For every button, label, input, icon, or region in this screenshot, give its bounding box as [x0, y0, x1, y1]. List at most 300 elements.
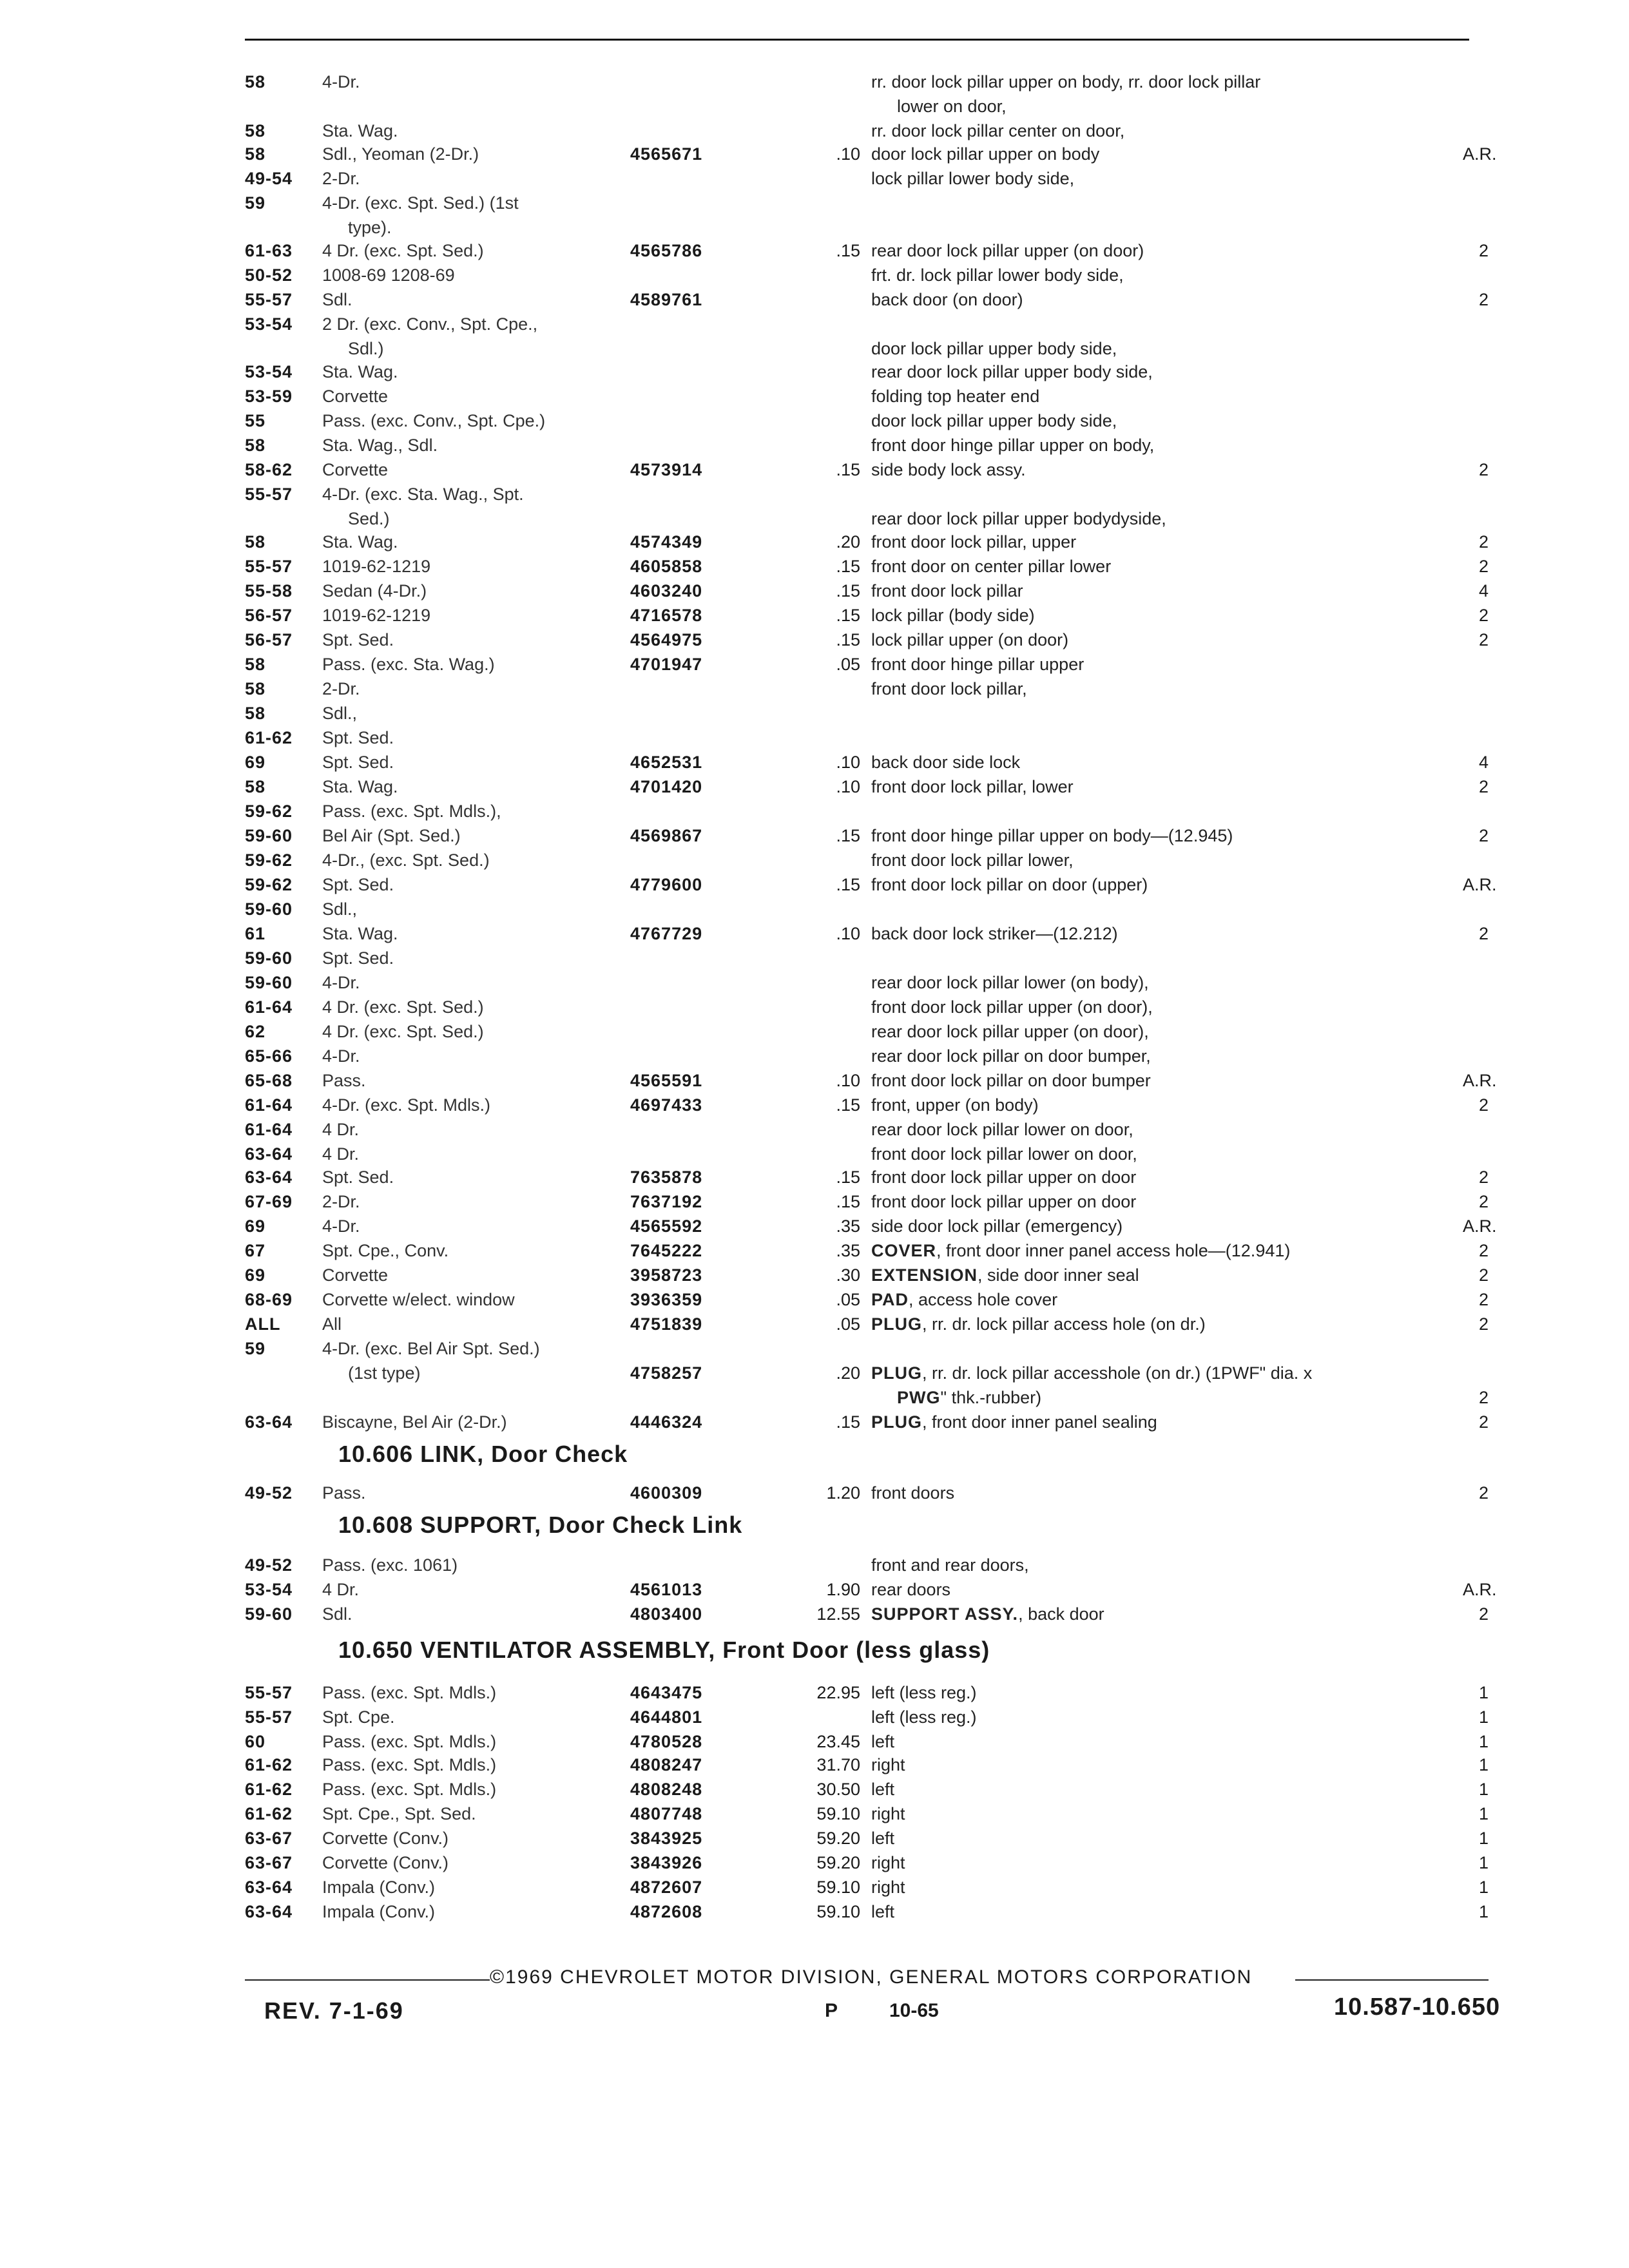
part-number-cell: 7637192 [630, 1192, 703, 1211]
quantity-cell: A.R. [1463, 875, 1497, 894]
description-cell: front door on center pillar lower [871, 557, 1112, 576]
price-cell: .10 [836, 1071, 860, 1090]
part-number-cell: 4589761 [630, 290, 703, 309]
description-cell: left (less reg.) [871, 1683, 977, 1702]
description-cell: EXTENSION, side door inner seal [871, 1265, 1139, 1285]
model-cell: Pass. (exc. Spt. Mdls.) [322, 1732, 497, 1751]
year-cell: 61-62 [245, 728, 293, 747]
description-cell: left [871, 1732, 895, 1751]
part-number-cell: 4697433 [630, 1095, 703, 1115]
year-cell: 53-59 [245, 387, 293, 406]
description-cell: rear doors [871, 1580, 951, 1599]
year-cell: 61-64 [245, 1120, 293, 1139]
part-number-cell: 4716578 [630, 606, 703, 625]
year-cell: 63-64 [245, 1168, 293, 1187]
year-cell: 59-60 [245, 826, 293, 845]
year-cell: 63-64 [245, 1412, 293, 1432]
price-cell: .10 [836, 753, 860, 772]
model-cell: Corvette [322, 1265, 389, 1285]
year-cell: 58 [245, 777, 266, 796]
description-cell: rear door lock pillar lower on door, [871, 1120, 1133, 1139]
year-cell: 69 [245, 1216, 266, 1236]
quantity-cell: 2 [1478, 1241, 1489, 1260]
model-cell: Corvette (Conv.) [322, 1829, 449, 1848]
quantity-cell: 1 [1478, 1829, 1489, 1848]
model-cell: 4-Dr. [322, 1216, 360, 1236]
year-cell: 53-54 [245, 314, 293, 334]
description-cell: rr. door lock pillar center on door, [871, 121, 1125, 140]
quantity-cell: 1 [1478, 1755, 1489, 1774]
footer-rule-left [245, 1979, 490, 1981]
part-number-cell: 4758257 [630, 1363, 703, 1383]
description-cell: frt. dr. lock pillar lower body side, [871, 265, 1124, 285]
year-cell: 58 [245, 679, 266, 698]
page-number: 10-65 [889, 2000, 939, 2021]
price-cell: .30 [836, 1265, 860, 1285]
year-cell: 55-57 [245, 557, 293, 576]
year-cell: 67-69 [245, 1192, 293, 1211]
part-number-cell: 4808248 [630, 1780, 703, 1799]
part-number-cell: 4573914 [630, 460, 703, 479]
year-cell: 63-67 [245, 1829, 293, 1848]
part-number-cell: 4565592 [630, 1216, 703, 1236]
year-cell: 63-64 [245, 1878, 293, 1897]
model-cell: Spt. Sed. [322, 948, 394, 968]
model-cell: 4-Dr. [322, 1046, 360, 1066]
model-cell: Sta. Wag., Sdl. [322, 436, 438, 455]
price-cell: .15 [836, 241, 860, 260]
price-cell: .35 [836, 1241, 860, 1260]
model-cell: Pass. (exc. Spt. Mdls.) [322, 1755, 497, 1774]
description-cell: front doors [871, 1483, 955, 1503]
model-cell: Sdl., Yeoman (2-Dr.) [322, 144, 479, 164]
description-cell: front door lock pillar upper on door [871, 1168, 1137, 1187]
description-cell: lock pillar upper (on door) [871, 630, 1069, 649]
year-cell: 59-60 [245, 973, 293, 992]
section-heading [338, 1637, 990, 1664]
section-title: SUPPORT, Door Check Link [420, 1512, 743, 1538]
price-cell: .20 [836, 532, 860, 552]
description-cell: lower on door, [897, 97, 1007, 116]
quantity-cell: 1 [1478, 1732, 1489, 1751]
model-cell: Sta. Wag. [322, 777, 398, 796]
quantity-cell: 4 [1478, 753, 1489, 772]
model-cell: 2-Dr. [322, 169, 360, 188]
price-cell: .15 [836, 1192, 860, 1211]
price-cell: .05 [836, 1290, 860, 1309]
model-cell: Corvette [322, 460, 389, 479]
quantity-cell: 2 [1478, 1095, 1489, 1115]
description-cell: rr. door lock pillar upper on body, rr. door lock pillar [871, 72, 1261, 91]
model-cell: Sdl., [322, 899, 358, 919]
price-cell: .15 [836, 1168, 860, 1187]
description-cell: rear door lock pillar upper body side, [871, 362, 1153, 381]
price-cell: .20 [836, 1363, 860, 1383]
description-cell: right [871, 1853, 905, 1872]
quantity-cell: 2 [1478, 1604, 1489, 1624]
part-number-cell: 4603240 [630, 581, 703, 601]
year-cell: 61-63 [245, 241, 293, 260]
description-cell: left (less reg.) [871, 1707, 977, 1727]
price-cell: .15 [836, 606, 860, 625]
part-number-cell: 4803400 [630, 1604, 703, 1624]
description-cell: front door lock pillar [871, 581, 1023, 601]
model-cell: Sta. Wag. [322, 924, 398, 943]
part-number-cell: 4751839 [630, 1314, 703, 1334]
year-cell: 56-57 [245, 630, 293, 649]
model-cell: Pass. [322, 1071, 366, 1090]
description-cell: COVER, front door inner panel access hole—(12.941) [871, 1241, 1291, 1260]
year-cell: 58-62 [245, 460, 293, 479]
year-cell: 58 [245, 436, 266, 455]
price-cell: .10 [836, 924, 860, 943]
year-cell: 67 [245, 1241, 266, 1260]
part-number-cell: 4643475 [630, 1683, 703, 1702]
section-number: 10.606 [338, 1441, 421, 1467]
year-cell: 59 [245, 1339, 266, 1358]
model-cell: Impala (Conv.) [322, 1878, 436, 1897]
year-cell: 50-52 [245, 265, 293, 285]
section-range: 10.587-10.650 [1334, 1994, 1501, 2021]
description-cell: lock pillar (body side) [871, 606, 1035, 625]
quantity-cell: 2 [1478, 1290, 1489, 1309]
description-cell: front door lock pillar lower on door, [871, 1144, 1137, 1164]
price-cell: .15 [836, 581, 860, 601]
description-cell: side body lock assy. [871, 460, 1026, 479]
price-cell: .05 [836, 1314, 860, 1334]
year-cell: 59-60 [245, 948, 293, 968]
description-cell: door lock pillar upper body side, [871, 411, 1117, 430]
year-cell: 55 [245, 411, 266, 430]
year-cell: 53-54 [245, 362, 293, 381]
price-cell: .15 [836, 1095, 860, 1115]
part-number-cell: 4652531 [630, 753, 703, 772]
year-cell: 65-68 [245, 1071, 293, 1090]
price-cell: 31.70 [816, 1755, 860, 1774]
model-cell: Pass. (exc. Spt. Mdls.) [322, 1683, 497, 1702]
quantity-cell: 2 [1478, 557, 1489, 576]
quantity-cell: 2 [1478, 1314, 1489, 1334]
model-cell: Sta. Wag. [322, 532, 398, 552]
top-rule [245, 39, 1469, 41]
model-cell: 4 Dr. (exc. Spt. Sed.) [322, 997, 484, 1017]
description-cell: PWG" thk.-rubber) [897, 1388, 1042, 1407]
year-cell: 58 [245, 655, 266, 674]
part-number-cell: 4600309 [630, 1483, 703, 1503]
year-cell: 58 [245, 121, 266, 140]
part-number-cell: 4767729 [630, 924, 703, 943]
model-cell: Spt. Cpe. [322, 1707, 395, 1727]
price-cell: 59.10 [816, 1902, 860, 1921]
section-heading [338, 1512, 742, 1539]
description-cell: front door lock pillar, lower [871, 777, 1074, 796]
year-cell: 59-60 [245, 899, 293, 919]
description-cell: SUPPORT ASSY., back door [871, 1604, 1104, 1624]
model-cell: 4 Dr. [322, 1144, 360, 1164]
description-cell: side door lock pillar (emergency) [871, 1216, 1123, 1236]
year-cell: 58 [245, 72, 266, 91]
description-cell: door lock pillar upper on body [871, 144, 1100, 164]
description-cell: left [871, 1829, 895, 1848]
model-cell: Spt. Sed. [322, 753, 394, 772]
model-cell: Spt. Sed. [322, 1168, 394, 1187]
model-cell: Sed.) [348, 509, 390, 528]
quantity-cell: 1 [1478, 1780, 1489, 1799]
price-cell: .15 [836, 875, 860, 894]
description-cell: front and rear doors, [871, 1555, 1029, 1575]
part-number-cell: 7635878 [630, 1168, 703, 1187]
year-cell: 62 [245, 1022, 266, 1041]
year-cell: 59 [245, 193, 266, 213]
model-cell: 4-Dr. (exc. Bel Air Spt. Sed.) [322, 1339, 540, 1358]
part-number-cell: 4569867 [630, 826, 703, 845]
model-cell: Pass. (exc. 1061) [322, 1555, 458, 1575]
price-cell: 59.20 [816, 1853, 860, 1872]
year-cell: 61 [245, 924, 266, 943]
description-cell: rear door lock pillar upper bodydyside, [871, 509, 1166, 528]
year-cell: 53-54 [245, 1580, 293, 1599]
part-number-cell: 4565786 [630, 241, 703, 260]
model-cell: Spt. Cpe., Conv. [322, 1241, 449, 1260]
year-cell: 59-62 [245, 875, 293, 894]
description-cell: front door lock pillar upper (on door), [871, 997, 1153, 1017]
quantity-cell: 2 [1478, 1192, 1489, 1211]
quantity-cell: 2 [1478, 777, 1489, 796]
quantity-cell: 1 [1478, 1804, 1489, 1823]
quantity-cell: 2 [1478, 1168, 1489, 1187]
part-number-cell: 4644801 [630, 1707, 703, 1727]
model-cell: Sedan (4-Dr.) [322, 581, 427, 601]
price-cell: .15 [836, 557, 860, 576]
quantity-cell: 2 [1478, 1388, 1489, 1407]
model-cell: Spt. Sed. [322, 875, 394, 894]
description-cell: rear door lock pillar lower (on body), [871, 973, 1149, 992]
description-cell: front door lock pillar lower, [871, 850, 1074, 870]
part-number-cell: 4807748 [630, 1804, 703, 1823]
page-letter: P [825, 2000, 838, 2021]
year-cell: 65-66 [245, 1046, 293, 1066]
model-cell: Pass. (exc. Spt. Mdls.) [322, 1780, 497, 1799]
model-cell: Bel Air (Spt. Sed.) [322, 826, 461, 845]
year-cell: 55-57 [245, 1683, 293, 1702]
part-number-cell: 4564975 [630, 630, 703, 649]
model-cell: Pass. [322, 1483, 366, 1503]
model-cell: 4 Dr. [322, 1120, 360, 1139]
model-cell: 1019-62-1219 [322, 557, 431, 576]
description-cell: right [871, 1878, 905, 1897]
model-cell: 4-Dr. (exc. Sta. Wag., Spt. [322, 485, 524, 504]
year-cell: 58 [245, 144, 266, 164]
description-cell: front door lock pillar on door bumper [871, 1071, 1151, 1090]
year-cell: 58 [245, 704, 266, 723]
description-cell: rear door lock pillar on door bumper, [871, 1046, 1151, 1066]
model-cell: 4 Dr. [322, 1580, 360, 1599]
description-cell: front door lock pillar upper on door [871, 1192, 1137, 1211]
quantity-cell: 1 [1478, 1707, 1489, 1727]
price-cell: 1.20 [826, 1483, 860, 1503]
part-number-cell: 3843926 [630, 1853, 703, 1872]
price-cell: 59.10 [816, 1804, 860, 1823]
year-cell: 68-69 [245, 1290, 293, 1309]
model-cell: 2-Dr. [322, 1192, 360, 1211]
model-cell: 2 Dr. (exc. Conv., Spt. Cpe., [322, 314, 538, 334]
year-cell: 59-60 [245, 1604, 293, 1624]
model-cell: 2-Dr. [322, 679, 360, 698]
year-cell: 69 [245, 753, 266, 772]
section-title: VENTILATOR ASSEMBLY, Front Door (less glass) [420, 1637, 990, 1663]
footer-rule-right [1295, 1979, 1489, 1981]
quantity-cell: 1 [1478, 1683, 1489, 1702]
quantity-cell: A.R. [1463, 1580, 1497, 1599]
model-cell: 4-Dr., (exc. Spt. Sed.) [322, 850, 490, 870]
model-cell: Spt. Cpe., Spt. Sed. [322, 1804, 476, 1823]
revision-date: REV. 7-1-69 [264, 1997, 404, 2024]
model-cell: Sdl.) [348, 339, 384, 358]
price-cell: 22.95 [816, 1683, 860, 1702]
model-cell: type). [348, 218, 392, 237]
quantity-cell: A.R. [1463, 1216, 1497, 1236]
part-number-cell: 4561013 [630, 1580, 703, 1599]
section-number: 10.650 [338, 1637, 421, 1663]
model-cell: Biscayne, Bel Air (2-Dr.) [322, 1412, 507, 1432]
price-cell: 59.20 [816, 1829, 860, 1848]
model-cell: Spt. Sed. [322, 728, 394, 747]
model-cell: Pass. (exc. Spt. Mdls.), [322, 802, 501, 821]
model-cell: 1008-69 1208-69 [322, 265, 455, 285]
quantity-cell: 2 [1478, 826, 1489, 845]
model-cell: 4-Dr. (exc. Spt. Sed.) (1st [322, 193, 519, 213]
part-number-cell: 4565671 [630, 144, 703, 164]
quantity-cell: 2 [1478, 532, 1489, 552]
description-cell: PLUG, front door inner panel sealing [871, 1412, 1157, 1432]
part-number-cell: 4446324 [630, 1412, 703, 1432]
part-number-cell: 4780528 [630, 1732, 703, 1751]
year-cell: 59-62 [245, 850, 293, 870]
year-cell: 69 [245, 1265, 266, 1285]
model-cell: Spt. Sed. [322, 630, 394, 649]
description-cell: front, upper (on body) [871, 1095, 1039, 1115]
description-cell: back door lock striker—(12.212) [871, 924, 1118, 943]
year-cell: 61-64 [245, 997, 293, 1017]
quantity-cell: 2 [1478, 924, 1489, 943]
quantity-cell: 2 [1478, 630, 1489, 649]
model-cell: Impala (Conv.) [322, 1902, 436, 1921]
section-number: 10.608 [338, 1512, 421, 1538]
part-number-cell: 3936359 [630, 1290, 703, 1309]
year-cell: 63-64 [245, 1144, 293, 1164]
part-number-cell: 7645222 [630, 1241, 703, 1260]
year-cell: 49-52 [245, 1555, 293, 1575]
quantity-cell: 2 [1478, 1483, 1489, 1503]
model-cell: Pass. (exc. Conv., Spt. Cpe.) [322, 411, 546, 430]
model-cell: (1st type) [348, 1363, 421, 1383]
price-cell: 1.90 [826, 1580, 860, 1599]
price-cell: .10 [836, 777, 860, 796]
model-cell: Pass. (exc. Sta. Wag.) [322, 655, 495, 674]
description-cell: rear door lock pillar upper (on door) [871, 241, 1144, 260]
price-cell: .15 [836, 630, 860, 649]
description-cell: door lock pillar upper body side, [871, 339, 1117, 358]
price-cell: .15 [836, 1412, 860, 1432]
price-cell: 12.55 [816, 1604, 860, 1624]
year-cell: 55-58 [245, 581, 293, 601]
description-cell: PAD, access hole cover [871, 1290, 1058, 1309]
part-number-cell: 4872608 [630, 1902, 703, 1921]
part-number-cell: 4872607 [630, 1878, 703, 1897]
quantity-cell: 2 [1478, 290, 1489, 309]
year-cell: 59-62 [245, 802, 293, 821]
quantity-cell: 2 [1478, 606, 1489, 625]
model-cell: 1019-62-1219 [322, 606, 431, 625]
model-cell: Sta. Wag. [322, 362, 398, 381]
year-cell: 55-57 [245, 290, 293, 309]
part-number-cell: 4701947 [630, 655, 703, 674]
model-cell: Corvette w/elect. window [322, 1290, 515, 1309]
description-cell: folding top heater end [871, 387, 1040, 406]
price-cell: .05 [836, 655, 860, 674]
description-cell: left [871, 1902, 895, 1921]
part-number-cell: 4574349 [630, 532, 703, 552]
description-cell: right [871, 1755, 905, 1774]
description-cell: back door (on door) [871, 290, 1023, 309]
year-cell: 60 [245, 1732, 266, 1751]
year-cell: 56-57 [245, 606, 293, 625]
quantity-cell: 1 [1478, 1878, 1489, 1897]
model-cell: 4-Dr. [322, 72, 360, 91]
price-cell: .15 [836, 460, 860, 479]
model-cell: 4 Dr. (exc. Spt. Sed.) [322, 1022, 484, 1041]
description-cell: front door hinge pillar upper on body, [871, 436, 1155, 455]
model-cell: 4-Dr. (exc. Spt. Mdls.) [322, 1095, 491, 1115]
year-cell: 61-62 [245, 1755, 293, 1774]
model-cell: All [322, 1314, 342, 1334]
year-cell: ALL [245, 1314, 281, 1334]
description-cell: front door hinge pillar upper on body—(12.945) [871, 826, 1233, 845]
description-cell: front door lock pillar, [871, 679, 1027, 698]
price-cell: .10 [836, 144, 860, 164]
quantity-cell: 2 [1478, 241, 1489, 260]
model-cell: 4 Dr. (exc. Spt. Sed.) [322, 241, 484, 260]
quantity-cell: 2 [1478, 1412, 1489, 1432]
description-cell: front door hinge pillar upper [871, 655, 1084, 674]
quantity-cell: 1 [1478, 1902, 1489, 1921]
price-cell: .15 [836, 826, 860, 845]
year-cell: 63-64 [245, 1902, 293, 1921]
part-number-cell: 4605858 [630, 557, 703, 576]
description-cell: front door lock pillar, upper [871, 532, 1077, 552]
quantity-cell: 1 [1478, 1853, 1489, 1872]
year-cell: 55-57 [245, 485, 293, 504]
year-cell: 49-52 [245, 1483, 293, 1503]
model-cell: Sdl. [322, 1604, 352, 1624]
quantity-cell: 2 [1478, 460, 1489, 479]
year-cell: 63-67 [245, 1853, 293, 1872]
price-cell: 30.50 [816, 1780, 860, 1799]
description-cell: PLUG, rr. dr. lock pillar access hole (on dr.) [871, 1314, 1206, 1334]
part-number-cell: 3958723 [630, 1265, 703, 1285]
part-number-cell: 3843925 [630, 1829, 703, 1848]
year-cell: 58 [245, 532, 266, 552]
quantity-cell: 2 [1478, 1265, 1489, 1285]
year-cell: 61-64 [245, 1095, 293, 1115]
year-cell: 61-62 [245, 1780, 293, 1799]
description-cell: rear door lock pillar upper (on door), [871, 1022, 1149, 1041]
part-number-cell: 4565591 [630, 1071, 703, 1090]
year-cell: 49-54 [245, 169, 293, 188]
model-cell: Corvette [322, 387, 389, 406]
section-title: LINK, Door Check [420, 1441, 628, 1467]
part-number-cell: 4701420 [630, 777, 703, 796]
